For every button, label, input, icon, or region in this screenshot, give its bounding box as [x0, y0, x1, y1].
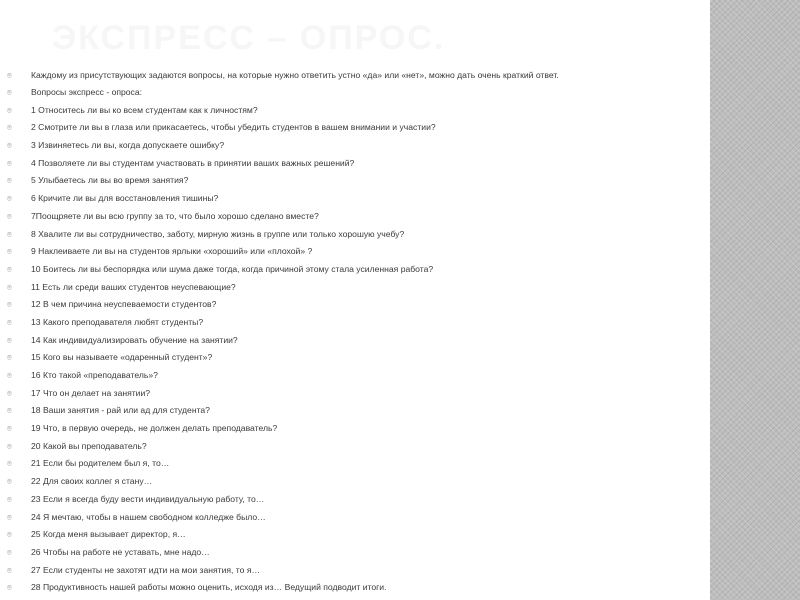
bullet-icon: ⌾ — [7, 282, 12, 292]
list-item — [0, 87, 700, 98]
list-item-text: 5 Улыбаетесь ли вы во время занятия? — [31, 175, 189, 186]
list-item-text: 2 Смотрите ли вы в глаза или прикасаетесь, чтобы убедить студентов в вашем внимании и участии? — [31, 122, 436, 133]
list-item-text: 4 Позволяете ли вы студентам участвовать в принятии ваших важных решений? — [31, 157, 355, 168]
list-item — [0, 211, 700, 222]
list-item — [0, 299, 700, 310]
list-item-text: 12 В чем причина неуспеваемости студентов? — [31, 299, 217, 310]
bullet-icon: ⌾ — [7, 388, 12, 398]
list-item-text: 11 Есть ли среди ваших студентов неуспевающие? — [31, 281, 236, 292]
list-item — [0, 175, 700, 186]
bullet-icon: ⌾ — [7, 317, 12, 327]
decorative-side-band — [710, 0, 800, 600]
list-item-text: 28 Продуктивность нашей работы можно оценить, исходя из… Ведущий подводит итоги. — [31, 582, 387, 593]
bullet-icon: ⌾ — [7, 494, 12, 504]
bullet-icon: ⌾ — [7, 158, 12, 168]
list-item — [0, 370, 700, 381]
list-item — [0, 512, 700, 523]
list-item-text: 17 Что он делает на занятии? — [31, 387, 151, 398]
bullet-icon: ⌾ — [7, 335, 12, 345]
bullet-icon: ⌾ — [7, 105, 12, 115]
list-item — [0, 388, 700, 399]
list-item-text: 24 Я мечтаю, чтобы в нашем свободном колледже было… — [31, 511, 266, 522]
list-item-text: 3 Извиняетесь ли вы, когда допускаете ошибку? — [31, 140, 225, 151]
list-item — [0, 122, 700, 133]
list-item — [0, 229, 700, 240]
bullet-icon: ⌾ — [7, 71, 12, 80]
list-item — [0, 140, 700, 151]
list-item — [0, 282, 700, 293]
list-item — [0, 193, 700, 204]
list-item-text: 22 Для своих коллег я стану… — [31, 476, 153, 487]
list-item — [0, 352, 700, 363]
list-item — [0, 246, 700, 257]
bullet-icon: ⌾ — [7, 441, 12, 451]
list-item-text: 26 Чтобы на работе не уставать, мне надо… — [31, 546, 210, 557]
list-item — [0, 494, 700, 505]
list-item-text: 13 Какого преподавателя любят студенты? — [31, 316, 204, 327]
list-item-text: 23 Если я всегда буду вести индивидуальную работу, то… — [31, 493, 265, 504]
list-item — [0, 158, 700, 169]
list-item-text: 7Поощряете ли вы всю группу за то, что было хорошо сделано вместе? — [31, 210, 319, 221]
list-item-text: 6 Кричите ли вы для восстановления тишины? — [31, 193, 219, 204]
list-item — [0, 547, 700, 558]
list-item — [0, 105, 700, 116]
bullet-icon: ⌾ — [7, 406, 12, 416]
list-item-text: 1 Относитесь ли вы ко всем студентам как к личностям? — [31, 104, 258, 115]
bullet-icon: ⌾ — [7, 88, 12, 97]
list-item-text: Каждому из присутствующих задаются вопросы, на которые нужно ответить устно «да» или «нет», можно дать очень краткий ответ. — [31, 70, 559, 80]
bullet-icon: ⌾ — [7, 211, 12, 221]
bullet-icon: ⌾ — [7, 547, 12, 557]
list-item-text: 16 Кто такой «преподаватель»? — [31, 370, 158, 380]
list-item — [0, 264, 700, 275]
bullet-icon: ⌾ — [7, 477, 12, 487]
list-item-text: 18 Ваши занятия - рай или ад для студента? — [31, 405, 210, 416]
list-item-text: Вопросы экспресс - опроса: — [31, 87, 143, 97]
bullet-icon: ⌾ — [7, 247, 12, 257]
bullet-icon: ⌾ — [7, 459, 12, 469]
list-item — [0, 317, 700, 328]
list-item — [0, 423, 700, 434]
bullet-icon: ⌾ — [7, 123, 12, 133]
list-item-text: 9 Наклеиваете ли вы на студентов ярлыки «хороший» или «плохой» ? — [31, 246, 313, 257]
bullet-icon: ⌾ — [7, 530, 12, 540]
list-item-text: 20 Какой вы преподаватель? — [31, 440, 147, 451]
bullet-icon: ⌾ — [7, 512, 12, 522]
bullet-icon: ⌾ — [7, 353, 12, 363]
list-item — [0, 529, 700, 540]
list-item-text: 25 Когда меня вызывает директор, я… — [31, 529, 186, 540]
list-item-text: 10 Боитесь ли вы беспорядка или шума даже тогда, когда причиной этому стала усиленная работа? — [31, 263, 434, 274]
bullet-icon: ⌾ — [7, 141, 12, 151]
bullet-icon: ⌾ — [7, 565, 12, 575]
bullet-icon: ⌾ — [7, 176, 12, 186]
list-item — [0, 70, 700, 81]
bullet-icon: ⌾ — [7, 264, 12, 274]
list-item-text: 8 Хвалите ли вы сотрудничество, заботу, мирную жизнь в группе или только хорошую учебу? — [31, 228, 405, 239]
bullet-icon: ⌾ — [7, 424, 12, 434]
bullet-icon: ⌾ — [7, 371, 12, 380]
list-item — [0, 476, 700, 487]
list-item-text: 27 Если студенты не захотят идти на мои занятия, то я… — [31, 564, 261, 575]
list-item — [0, 441, 700, 452]
list-item-text: 14 Как индивидуализировать обучение на занятии? — [31, 334, 238, 345]
list-item — [0, 458, 700, 469]
list-item — [0, 565, 700, 576]
list-item-text: 15 Кого вы называете «одаренный студент»? — [31, 352, 213, 363]
bullet-icon: ⌾ — [7, 194, 12, 204]
bullet-icon: ⌾ — [7, 300, 12, 310]
bullet-icon: ⌾ — [7, 229, 12, 239]
list-item-text: 19 Что, в первую очередь, не должен делать преподаватель? — [31, 423, 278, 434]
list-item — [0, 335, 700, 346]
slide-title: ЭКСПРЕСС – ОПРОС. — [52, 19, 446, 57]
list-item — [0, 582, 700, 593]
bullet-list — [0, 70, 700, 600]
list-item-text: 21 Если бы родителем был я, то… — [31, 458, 170, 469]
bullet-icon: ⌾ — [7, 583, 12, 593]
list-item — [0, 405, 700, 416]
